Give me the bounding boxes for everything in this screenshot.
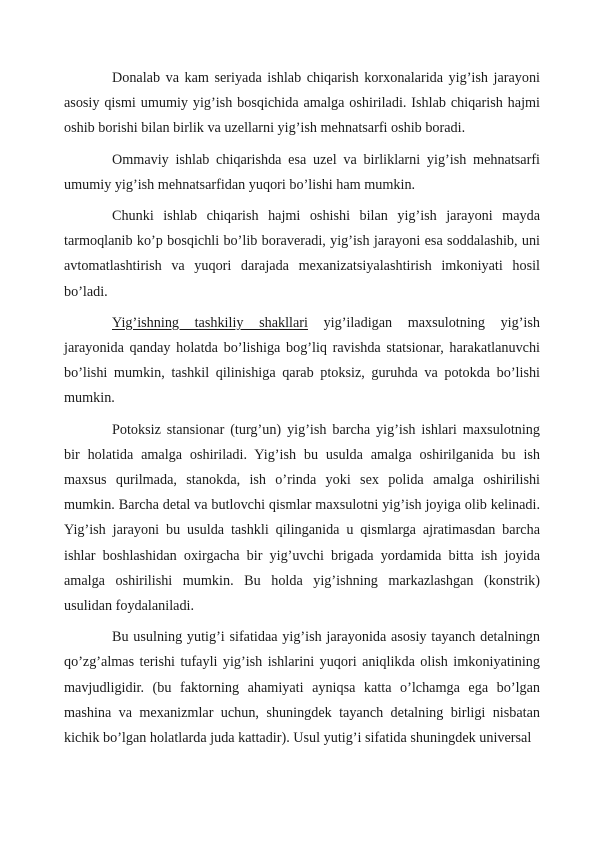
paragraph-5: Potoksiz stansionar (turg’un) yig’ish barcha yig’ish ishlari maxsulotning bir holatida amalga oshiriladi. Yig’ish bu usulda amalga oshirilganida bu ish maxsus qurilmada, stanokda, ish o’rinda yoki sex polida amalga oshirilishi mumkin. Barcha detal va butlovchi qismlar maxsulotni yig’ish joyiga olib kelinadi. Yig’ish jarayoni bu usulda tashkli qilinganida u qismlarga ajratimasdan barcha ishlar boshlashidan oxirgacha bir yig’uvchi brigada yordamida bitta ish joyida amalga oshirilishi mumkin. Bu holda yig’ishning markazlashgan (konstrik) usulidan foydalaniladi. — [64, 421, 540, 615]
underlined-term: Yig’ishning tashkiliy shakllari — [112, 314, 308, 331]
paragraph-6: Bu usulning yutig’i sifatidaa yig’ish jarayonida asosiy tayanch detalningn qo’zg’almas terishi tufayli yig’ish ishlarini yuqori aniqlikda olish imkoniyatining mavjudligidir. (bu faktorning ahamiyati ayniqsa katta o’lchamga ega bo’lgan mashina va mexanizmlar uchun, shuningdek tayanch detalning birligi nisbatan kichik bo’lgan holatlarda juda kattadir). Usul yutig’i sifatida shuningdek universal — [64, 629, 540, 747]
paragraph-3: Chunki ishlab chiqarish hajmi oshishi bilan yig’ish jarayoni mayda tarmoqlanib ko’p bosqichli bo’lib boraveradi, yig’ish jarayoni esa soddalashib, uni avtomatlashtirish va yuqori darajada mexanizatsiyalashtirish imkoniyati hosil bo’ladi. — [64, 208, 540, 300]
paragraph-4 — [64, 311, 540, 412]
paragraph-2: Ommaviy ishlab chiqarishda esa uzel va birliklarni yig’ish mehnatsarfi umumiy yig’ish mehnatsarfidan yuqori bo’lishi ham mumkin. — [64, 151, 540, 193]
paragraph-1: Donalab va kam seriyada ishlab chiqarish korxonalarida yig’ish jarayoni asosiy qismi umumiy yig’ish bosqichida amalga oshiriladi. Ishlab chiqarish hajmi oshib borishi bilan birlik va uzellarni yig’ish mehnatsarfi oshib boradi. — [64, 70, 540, 137]
paragraph-4-body: yig’iladigan maxsulotning yig’ish jarayonida qanday holatda bo’lishiga bog’liq ravishda statsionar, harakatlanuvchi bo’lishi mumkin, tashkil qilinishiga qarab ptoksiz, guruhda va potokda bo’lishi mumkin. — [64, 314, 540, 407]
